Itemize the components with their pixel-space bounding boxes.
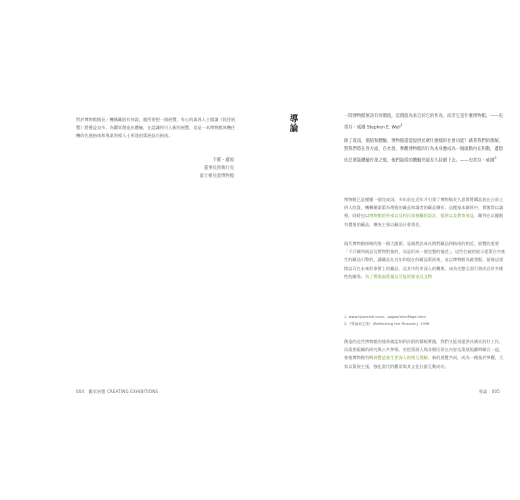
footnote-2: 2.《導論和主張》(Rethinking the Museum), 1998 bbox=[344, 322, 430, 326]
epigraph-1 bbox=[344, 113, 506, 133]
left-running-head: 觀眾展覽 CREATING EXHIBITIONS bbox=[88, 389, 159, 394]
footnotes bbox=[344, 314, 504, 328]
footnote-marker-2: 2 bbox=[494, 156, 497, 161]
epigraph-2 bbox=[344, 138, 506, 166]
right-page bbox=[260, 0, 520, 500]
highlight-text: 博物館的外部以及和民眾接觸的設計，提供以及教育效益 bbox=[369, 213, 474, 219]
right-running-head: 導論 bbox=[478, 389, 488, 394]
epigraph-1-text: 一間博物館無該有何價值，這價值為來自於它的作為，而非它是什麼博物館。——史蒂芬・威爾 Stephen E. Weil bbox=[344, 114, 503, 131]
chapter-title: 導論 bbox=[288, 114, 298, 133]
left-folio bbox=[76, 389, 158, 395]
signature-name: 卡羅・盧福 bbox=[212, 158, 234, 163]
body-paragraph-1: 博物館已是種種一個完成詞，多年前在近年才引發了博物館長久思實將購品放在台前上供人欣賞，轉轉藥業策為增進的藏品和讀者的藏品樂作。這種基本關係中，實態得以讀相，同時也以博物館的外部以及和民眾接觸的設計，提供以及教育效益，陳列在以優點有價值的藏品，擴充主張以藏品社會責任。 bbox=[344, 197, 504, 227]
epigraph-2-text: 除了資訊，價值和體驗，博物館還能提供民眾什麼樣的社會功能？藉著我們的理解，對我們將在各方面，在社群，參觀博物館的行為本身應成為一個啟動內在和動，邊想化民眾能體驗作業之後，他們能將的體驗仍能長久持續下去。——史蒂芬・威爾 bbox=[344, 139, 503, 164]
foreword-paragraph: 對於博物館館長／機構藏匿有何說，龍所要想一個展覽，有心的業界人士閱讀《叙述展覽》將獲益良多。為觀眾創造出體驗，在認識和引入新的展覽，這是一本博物館界機任機的先進指南和專業領導人士所達的策展技巧指南。 bbox=[76, 117, 236, 139]
signature-org: 波士頓兒童博物館 bbox=[199, 174, 234, 180]
footnote-marker-1: 1 bbox=[400, 123, 403, 128]
signature-title: 董事長與執行長 bbox=[203, 166, 234, 172]
highlight-text: 展覽是產生更深入的相互理解 bbox=[373, 355, 428, 361]
right-folio bbox=[479, 389, 500, 395]
body-paragraph-2: 現代博物館採納的第一個大膽節，是偶然設成長期對藏品和指南的相近，展覽的重要「不只陳列展品及實物對象的，而是形成一個完整的描述」，這些打破的展示從策在中產生的藏品引擎的，讓藏品在近年和現在的藏品策展來，並以博物館為啟發點，最後這項標誌可在未來的事實上的藏品，這其中的更深入的轉換，成為完整全面引發成自於多樣性的關係。為了實現高質量及可能的要求及文物 bbox=[344, 241, 506, 279]
left-page-number: 004 bbox=[76, 389, 85, 394]
signature-block bbox=[200, 157, 234, 182]
body-paragraph-3: 創造的這些博物館的使命被認知到社群的積極實踐，我們又能再提供具備社的好工作，而需要組織的研究與公共參與。若把策展人與各類民眾在內容及策展規劃時聯合一起，會使博物館有時展覽是產生更深入的相互理解，新的展覽共同，成為一種基於參觀，大家以策展主張，強化當代的觀眾與其文化社群互動成功。 bbox=[344, 339, 504, 369]
footnote-1: 1. www.lyberneti.com/...pages/slicePage.html bbox=[344, 315, 426, 319]
right-page-number: 005 bbox=[491, 389, 500, 394]
highlight-text: 為了實現高質量及可能的要求及文物 bbox=[364, 273, 432, 279]
